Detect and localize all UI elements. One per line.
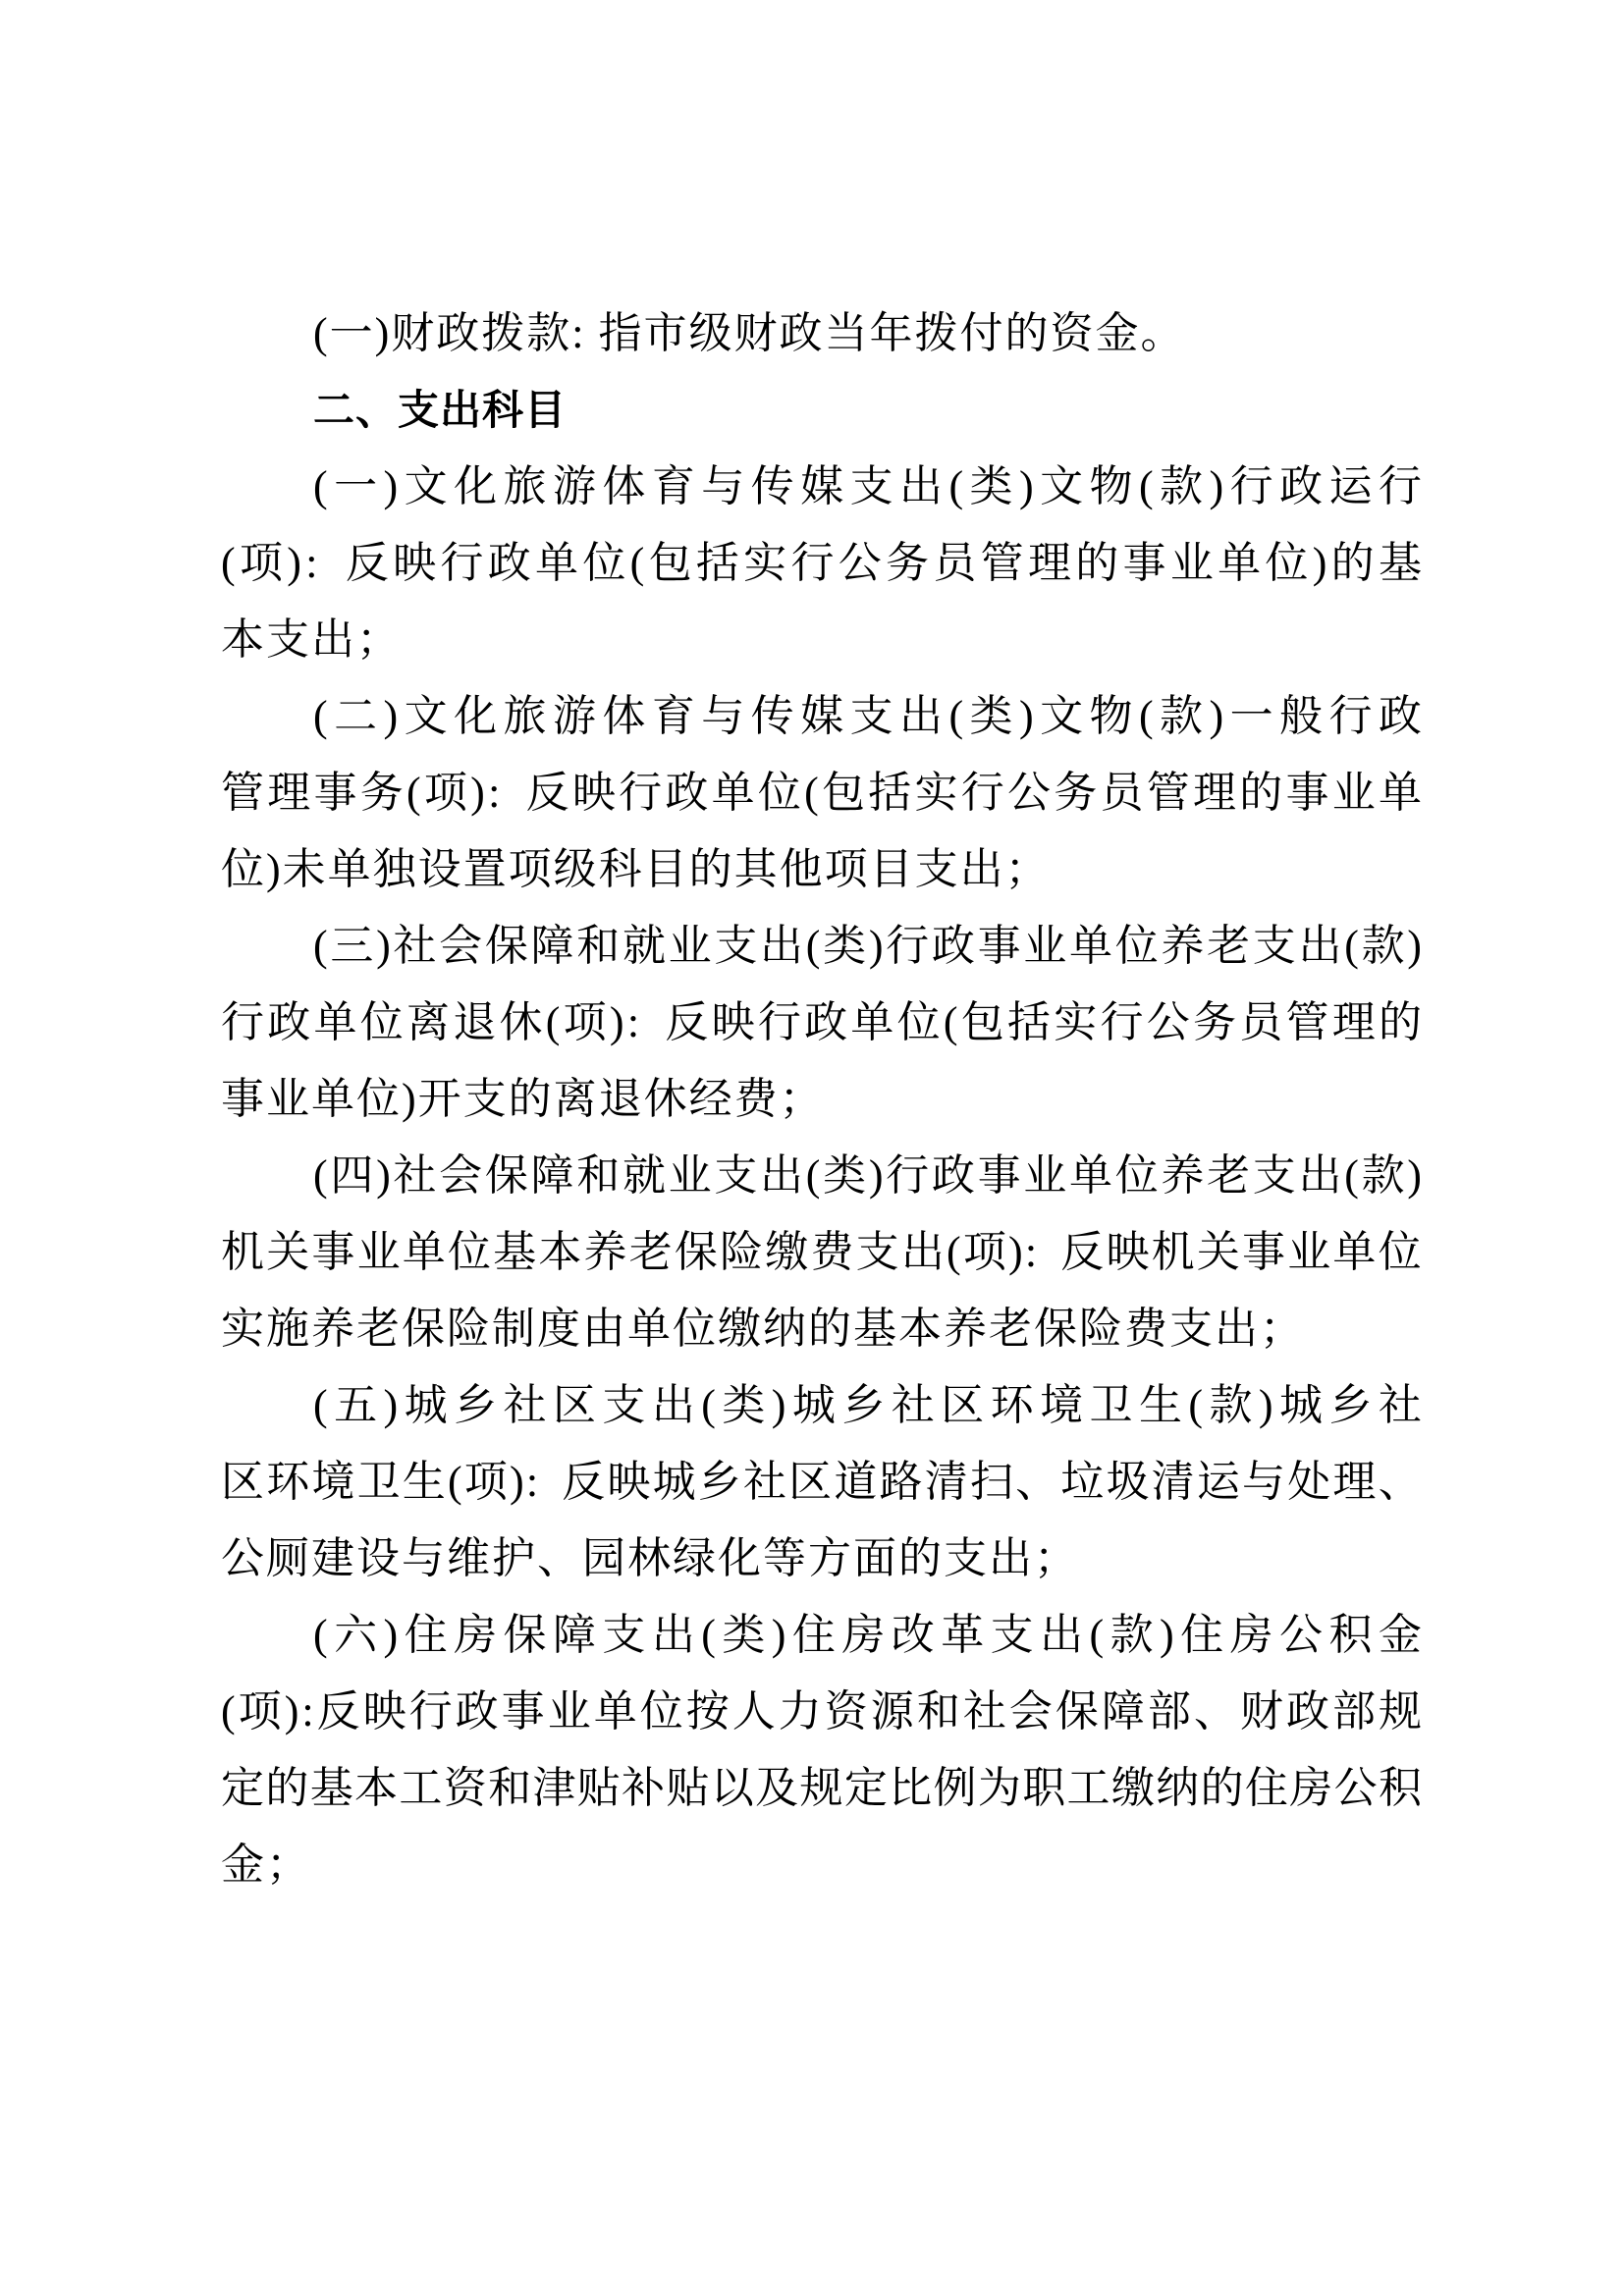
document-body [221, 295, 1422, 1903]
text-line: 实施养老保险制度由单位缴纳的基本养老保险费支出； [221, 1305, 1305, 1353]
text-line: ( 项 ) : 反 映 行 政 事 业 单 位 按 人 力 资 源 和 社 会 保 障 部 、 财 政 部 规 [221, 1687, 1422, 1735]
text-line: 管 理 事 务 ( 项 ) : 反 映 行 政 单 位 ( 包 括 实 行 公 务 员 管 理 的 事 业 单 [221, 769, 1422, 817]
text-line: ( 三 ) 社 会 保 障 和 就 业 支 出 ( 类 ) 行 政 事 业 单 位 养 老 支 出 ( 款 ) [313, 922, 1422, 970]
text-line: 事业单位)开支的离退休经费； [221, 1075, 825, 1123]
text-line: 本支出； [221, 615, 402, 664]
text-line: ( 项 ) : 反 映 行 政 单 位 ( 包 括 实 行 公 务 员 管 理 的 事 业 单 位 ) 的 基 [221, 539, 1422, 587]
text-line: ( 四 ) 社 会 保 障 和 就 业 支 出 ( 类 ) 行 政 事 业 单 位 养 老 支 出 ( 款 ) [313, 1151, 1422, 1200]
text-line: ( 六 ) 住 房 保 障 支 出 ( 类 ) 住 房 改 革 支 出 ( 款 ) 住 房 公 积 金 [313, 1611, 1422, 1659]
text-line: 机 关 事 业 单 位 基 本 养 老 保 险 缴 费 支 出 ( 项 ) : 反 映 机 关 事 业 单 位 [221, 1228, 1422, 1276]
text-line: 位)未单独设置项级科目的其他项目支出； [221, 845, 1051, 893]
text-line: ( 一 ) 文 化 旅 游 体 育 与 传 媒 支 出 ( 类 ) 文 物 ( 款 ) 行 政 运 行 [313, 462, 1422, 510]
text-line: 定 的 基 本 工 资 和 津 贴 补 贴 以 及 规 定 比 例 为 职 工 缴 纳 的 住 房 公 积 [221, 1764, 1422, 1812]
text-line: ( 五 ) 城 乡 社 区 支 出 ( 类 ) 城 乡 社 区 环 境 卫 生 ( 款 ) 城 乡 社 [313, 1381, 1422, 1429]
section-heading: 二、支出科目 [313, 386, 568, 434]
text-line: ( 二 ) 文 化 旅 游 体 育 与 传 媒 支 出 ( 类 ) 文 物 ( 款 ) 一 般 行 政 [313, 692, 1422, 740]
text-line: (一)财政拨款: 指市级财政当年拨付的资金。 [313, 309, 1186, 357]
text-line: 金； [221, 1841, 311, 1889]
text-line: 公厕建设与维护、园林绿化等方面的支出； [221, 1534, 1079, 1582]
text-line: 区 环 境 卫 生 ( 项 ) : 反 映 城 乡 社 区 道 路 清 扫 、 垃 圾 清 运 与 处 理 、 [221, 1458, 1422, 1506]
text-line: 行 政 单 位 离 退 休 ( 项 ) : 反 映 行 政 单 位 ( 包 括 实 行 公 务 员 管 理 的 [221, 998, 1422, 1046]
